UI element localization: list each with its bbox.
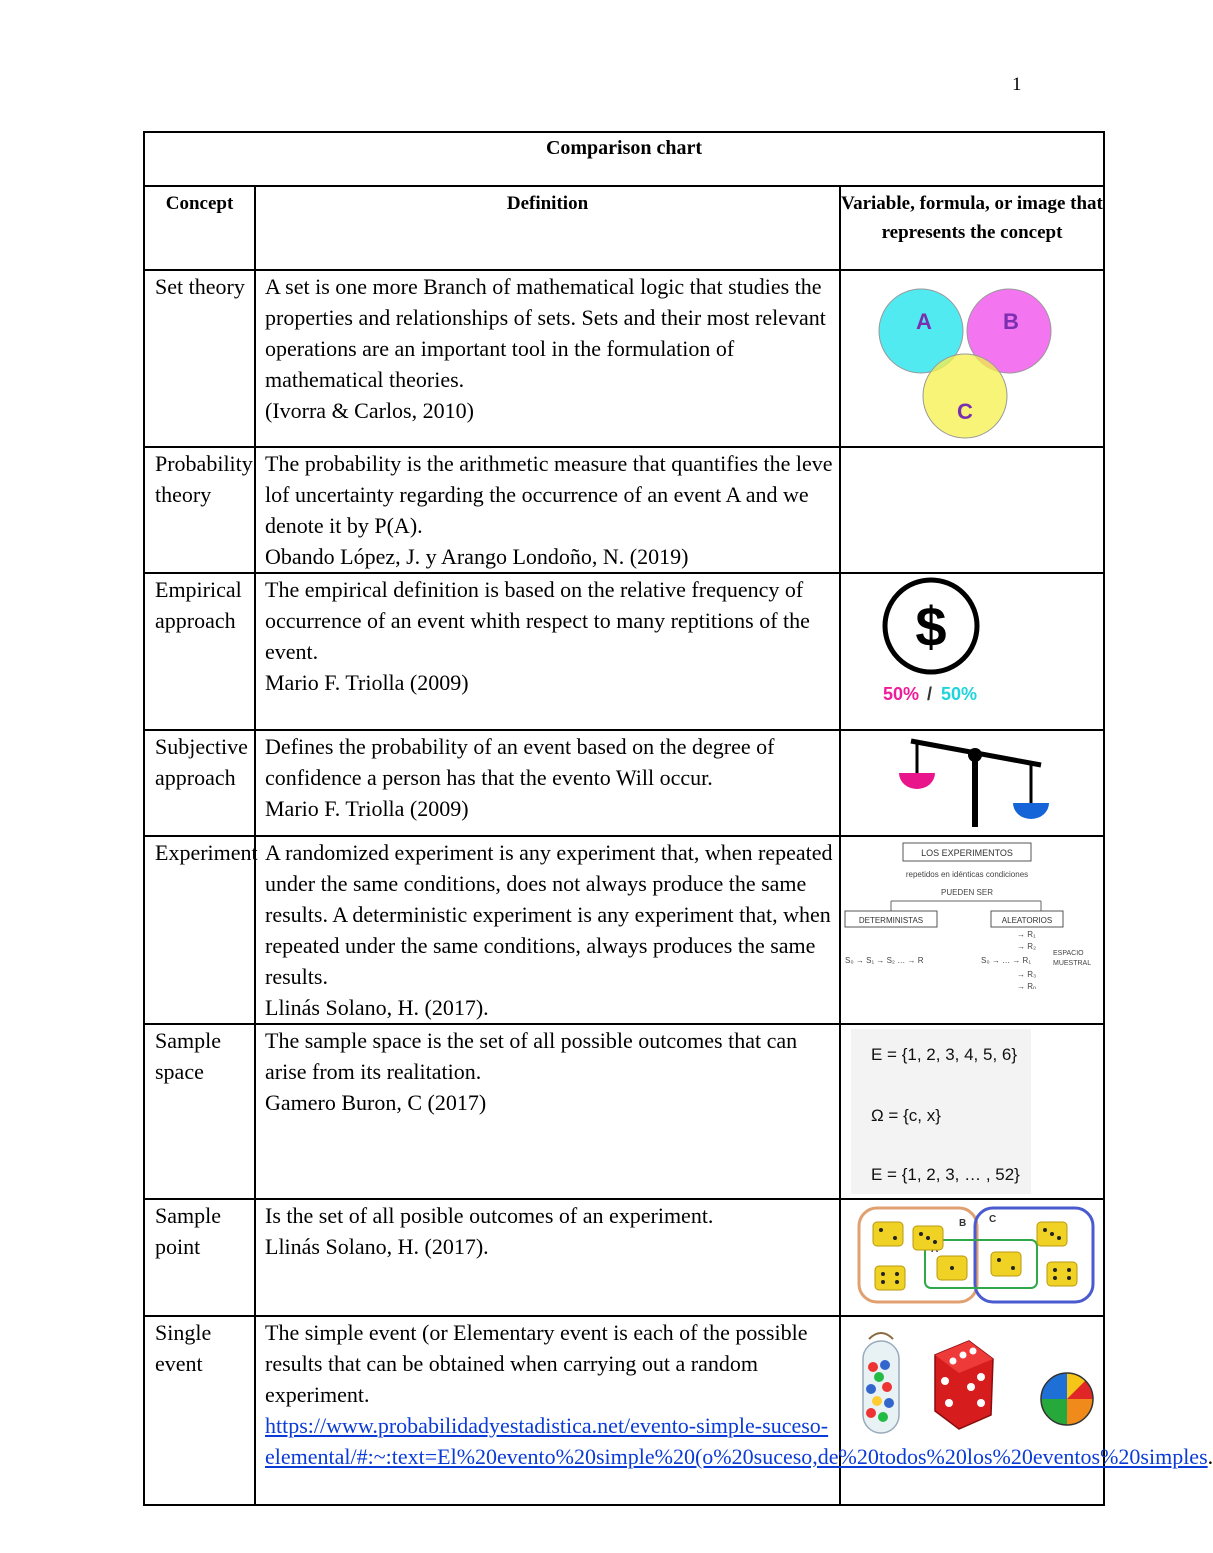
reference-link[interactable]: https://www.probabilidadyestadistica.net/evento-simple-suceso-elemental/#:~:text=El%20evento%20simple%20(o%20suceso,de%20todos%20los%20eventos%20simples <box>265 1413 1208 1469</box>
concept-cell: Experiment <box>144 836 255 1024</box>
scale-right-pan <box>1013 803 1049 819</box>
definition-cell <box>255 836 840 1024</box>
definition-text: The simple event (or Elementary event is each of the possible results that can be obtained when carrying out a random experiment. <box>265 1320 808 1407</box>
coin-slash: / <box>927 684 933 704</box>
outcome-1: → R₁ <box>1017 930 1036 939</box>
sample-space-line-2: Ω = {c, x} <box>871 1106 941 1125</box>
set-c-label: C <box>989 1214 997 1225</box>
outcome-2: → R₂ <box>1017 942 1037 951</box>
jar-tie <box>869 1333 893 1339</box>
reference-text: Llinás Solano, H. (2017). <box>265 1234 489 1259</box>
coin-cell <box>840 573 1104 730</box>
definition-text: Is the set of all posible outcomes of an experiment. <box>265 1203 714 1228</box>
outcome-3: → R₃ <box>1017 970 1037 979</box>
reference-text: Mario F. Triolla (2009) <box>265 670 469 695</box>
reference-text: Llinás Solano, H. (2017). <box>265 995 489 1020</box>
definition-text: A randomized experiment is any experiment that, when repeated under the same conditions, does not always produce the same results. A deterministic experiment is any experiment that, when repeated under the same conditions, always produces the same results. <box>265 840 833 989</box>
table-row <box>144 1024 1104 1199</box>
definition-text: The probability is the arithmetic measure that quantifies the leve lof uncertainty regarding the occurrence of an event A and we denote it by P(A). <box>265 451 833 538</box>
comparison-chart <box>143 131 1213 1506</box>
table-row <box>144 836 1104 1024</box>
empty-visual-cell <box>840 447 1104 573</box>
definition-text: A set is one more Branch of mathematical logic that studies the properties and relationships of sets. Sets and their most relevant operations are an important tool in the formulation of mathematical theories. <box>265 274 826 392</box>
random-chain: S₀ → … → R₁ <box>981 956 1032 965</box>
concept-cell: Sample point <box>144 1199 255 1316</box>
venn-diagram-cell <box>840 270 1104 447</box>
definition-cell <box>255 447 840 573</box>
reference-text: Gamero Buron, C (2017) <box>265 1090 487 1115</box>
dollar-symbol: $ <box>915 595 947 658</box>
red-die-icon <box>935 1341 993 1429</box>
definition-cell <box>255 1024 840 1199</box>
definition-text: The sample space is the set of all possible outcomes that can arise from its realitation. <box>265 1028 798 1084</box>
random-label: ALEATORIOS <box>1001 916 1053 925</box>
sample-space-line-3: E = {1, 2, 3, … , 52} <box>871 1165 1020 1184</box>
venn-label-c: C <box>957 399 973 424</box>
espacio-label: ESPACIO <box>1053 950 1084 957</box>
single-event-images <box>841 1317 1103 1499</box>
die-icon <box>873 1222 903 1246</box>
diagram-subtitle: repetidos en idénticas condiciones <box>905 870 1029 879</box>
concept-cell: Set theory <box>144 270 255 447</box>
table-row <box>144 447 1104 573</box>
diagram-pueden: PUEDEN SER <box>940 888 994 897</box>
sample-point-cell <box>840 1199 1104 1316</box>
table-row <box>144 270 1104 447</box>
outcome-4: → Rₙ <box>1017 982 1037 991</box>
page-number: 1 <box>1012 74 1022 95</box>
link-suffix: . <box>1207 1444 1213 1469</box>
experiment-diagram-cell <box>840 836 1104 1024</box>
sample-space-cell <box>840 1024 1104 1199</box>
header-visual: Variable, formula, or image that represents the concept <box>840 186 1104 270</box>
concept-cell: Single event <box>144 1316 255 1505</box>
diagram-title: LOS EXPERIMENTOS <box>921 848 1013 858</box>
definition-cell <box>255 1199 840 1316</box>
deterministic-chain: S₀ → S₁ → S₂ … → R <box>845 956 924 965</box>
deterministic-label: DETERMINISTAS <box>858 916 924 925</box>
scale-pivot <box>968 748 982 762</box>
reference-text: (Ivorra & Carlos, 2010) <box>265 398 474 423</box>
concept-cell: Subjective approach <box>144 730 255 836</box>
set-b-label: B <box>959 1218 967 1229</box>
header-concept: Concept <box>144 186 255 270</box>
die-icon <box>991 1252 1021 1276</box>
die-icon <box>1047 1262 1077 1286</box>
coin-image <box>841 574 1103 724</box>
spinner-icon <box>1041 1373 1093 1425</box>
coin-right-percent: 50% <box>941 684 978 704</box>
header-definition: Definition <box>255 186 840 270</box>
scale-cell <box>840 730 1104 836</box>
reference-text: Mario F. Triolla (2009) <box>265 796 469 821</box>
venn-diagram <box>841 271 1103 441</box>
scale-left-pan <box>899 773 935 789</box>
chart-title: Comparison chart <box>144 132 1104 186</box>
dice-sets-image <box>841 1200 1103 1310</box>
coin-left-percent: 50% <box>883 684 920 704</box>
table-row <box>144 1316 1104 1505</box>
definition-cell <box>255 573 840 730</box>
table-row <box>144 1199 1104 1316</box>
table-row <box>144 730 1104 836</box>
die-icon <box>875 1266 905 1290</box>
reference-text: Obando López, J. y Arango Londoño, N. (2019) <box>265 544 689 569</box>
venn-circle-c <box>923 354 1007 438</box>
definition-text: The empirical definition is based on the relative frequency of occurrence of an event whith respect to many reptitions of the event. <box>265 577 810 664</box>
definition-cell <box>255 270 840 447</box>
single-event-cell <box>840 1316 1104 1505</box>
venn-label-b: B <box>1003 309 1019 334</box>
concept-cell: Probability theory <box>144 447 255 573</box>
venn-label-a: A <box>916 309 932 334</box>
muestral-label: MUESTRAL <box>1053 960 1092 967</box>
sample-space-line-1: E = {1, 2, 3, 4, 5, 6} <box>871 1045 1018 1064</box>
definition-cell <box>255 1316 1213 1505</box>
concept-cell: Sample space <box>144 1024 255 1199</box>
concept-cell: Empirical approach <box>144 573 255 730</box>
definition-cell <box>255 730 840 836</box>
balance-scale-icon <box>841 731 1103 830</box>
definition-text: Defines the probability of an event based on the degree of confidence a person has that the evento Will occur. <box>265 734 775 790</box>
sample-space-image <box>851 1029 1031 1194</box>
experiment-diagram <box>841 837 1103 1018</box>
table-row <box>144 573 1104 730</box>
